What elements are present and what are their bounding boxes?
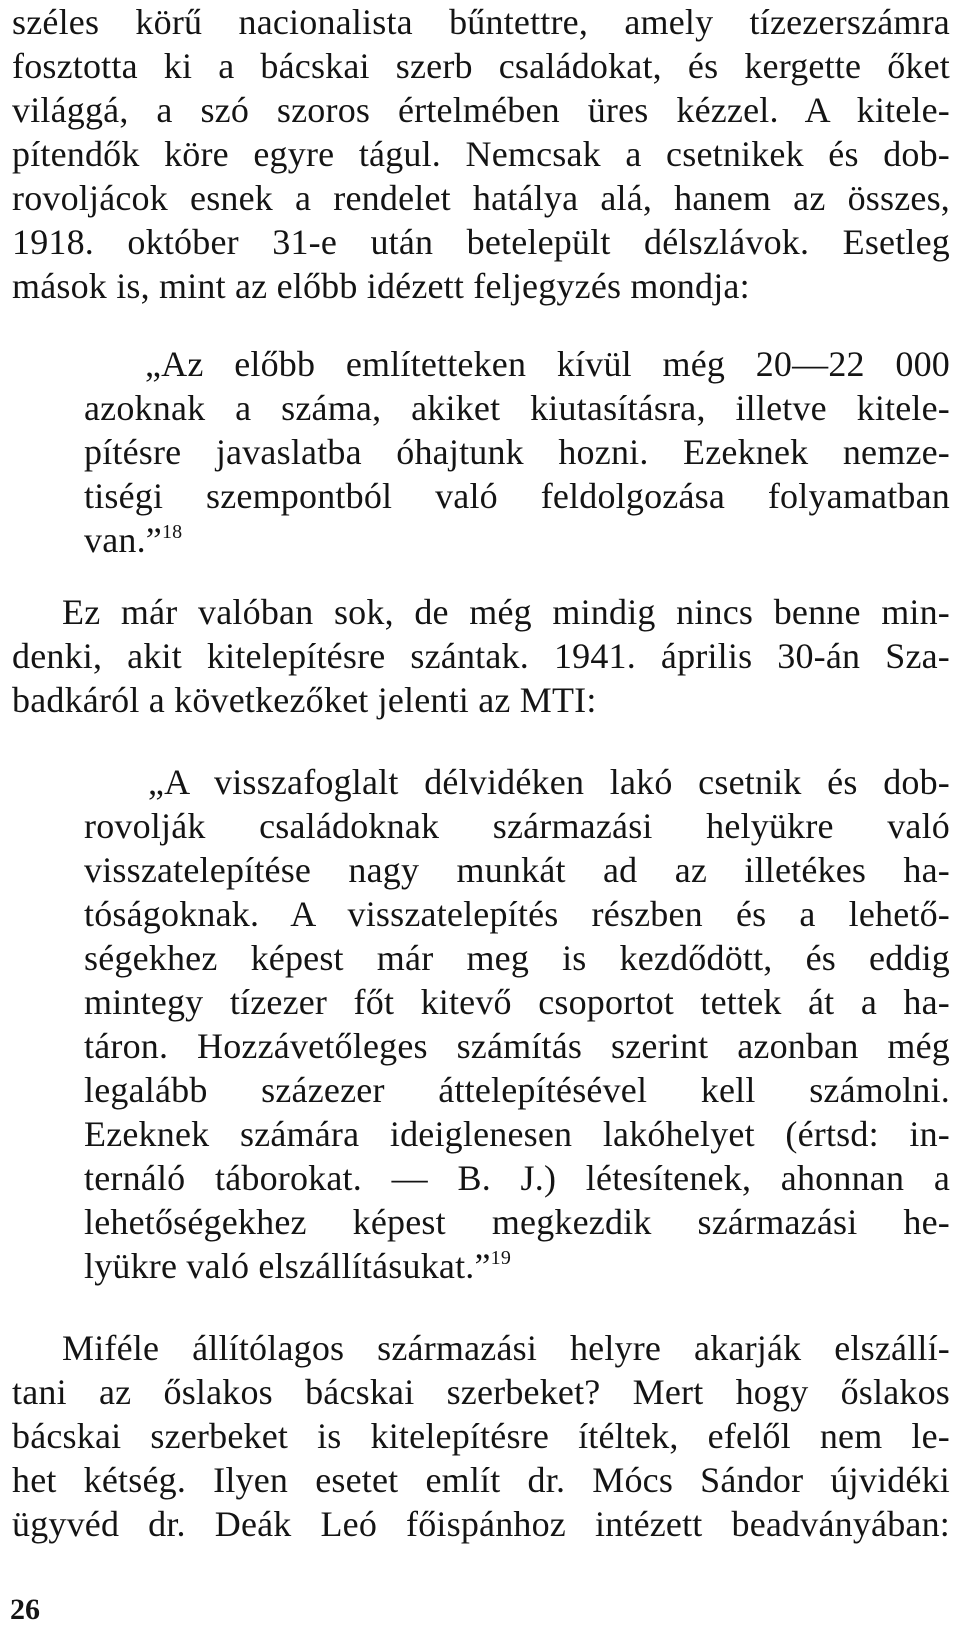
quote-line: tiségi szempontból való feldolgozása folyamatban [84,476,950,516]
footnote-marker-18: 18 [161,521,183,543]
quote-line: ségekhez képest már meg is kezdődött, és eddig [84,938,950,978]
text-line: badkáról a következőket jelenti az MTI: [12,680,597,720]
quote-line: táron. Hozzávetőleges számítás szerint azonban még [84,1026,950,1066]
quote-line-last [84,1244,950,1288]
text-line: mások is, mint az előbb idézett feljegyzés mondja: [12,266,750,306]
text-line: ügyvéd dr. Deák Leó főispánhoz intézett beadványában: [12,1504,950,1544]
text-line: denki, akit kitelepítésre szántak. 1941. április 30-án Sza- [12,636,950,676]
text-line: Miféle állítólagos származási helyre akarják elszállí- [62,1328,950,1368]
text-line: széles körű nacionalista bűntettre, amely tízezerszámra [12,2,950,42]
quote-line-text: van.” [84,520,162,560]
quote-line: „Az előbb említetteken kívül még 20—22 000 [145,344,950,384]
text-line: bácskai szerbeket is kitelepítésre ítéltek, efelől nem le- [12,1416,950,1456]
text-line: 1918. október 31-e után betelepült délszlávok. Esetleg [12,222,950,262]
quote-line: ternáló táborokat. — B. J.) létesítenek, ahonnan a [84,1158,950,1198]
text-line: világgá, a szó szoros értelmében üres kézzel. A kitele- [12,90,950,130]
quote-line-last [84,518,950,562]
text-line: het kétség. Ilyen esetet említ dr. Mócs Sándor újvidéki [12,1460,950,1500]
quote-line: mintegy tízezer főt kitevő csoportot tettek át a ha- [84,982,950,1022]
footnote-marker-19: 19 [490,1247,512,1269]
text-line: tani az őslakos bácskai szerbeket? Mert hogy őslakos [12,1372,950,1412]
quote-line: Ezeknek számára ideiglenesen lakóhelyet (értsd: in- [84,1114,950,1154]
quote-line: pítésre javaslatba óhajtunk hozni. Ezeknek nemze- [84,432,950,472]
quote-line: „A visszafoglalt délvidéken lakó csetnik és dob- [148,762,950,802]
quote-line-text: lyükre való elszállításukat.” [84,1246,491,1286]
quote-line: lehetőségekhez képest megkezdik származási he- [84,1202,950,1242]
text-line: Ez már valóban sok, de még mindig nincs benne min- [62,592,950,632]
text-line: fosztotta ki a bácskai szerb családokat, és kergette őket [12,46,950,86]
text-line: rovoljácok esnek a rendelet hatálya alá, hanem az összes, [12,178,950,218]
page-number: 26 [10,1593,40,1626]
quote-line: rovolják családoknak származási helyükre való [84,806,950,846]
quote-line: tóságoknak. A visszatelepítés részben és a lehető- [84,894,950,934]
text-line: pítendők köre egyre tágul. Nemcsak a csetnikek és dob- [12,134,950,174]
quote-line: visszatelepítése nagy munkát ad az illetékes ha- [84,850,950,890]
quote-line: azoknak a száma, akiket kiutasításra, illetve kitele- [84,388,950,428]
quote-line: legalább százezer áttelepítésével kell számolni. [84,1070,950,1110]
